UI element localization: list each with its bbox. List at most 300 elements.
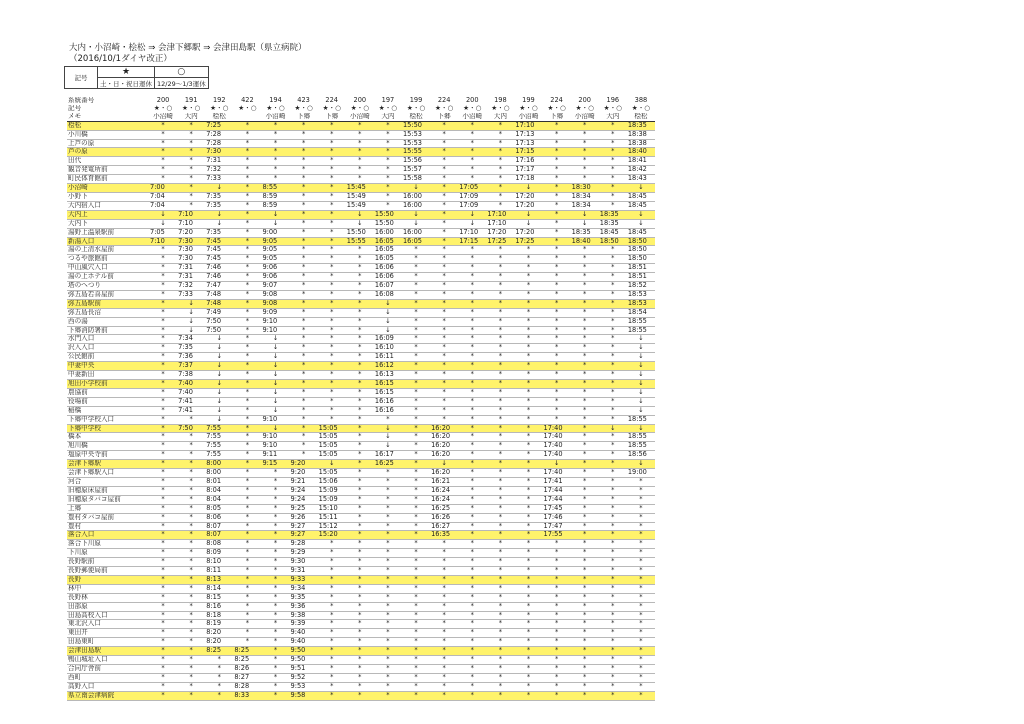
stop-name: 観音発電所前: [67, 166, 149, 175]
departure-time: ↓: [374, 424, 402, 433]
departure-time: *: [346, 299, 374, 308]
departure-time: *: [458, 593, 486, 602]
departure-time: *: [318, 611, 346, 620]
departure-time: *: [402, 620, 430, 629]
route-symbol: ★・○: [378, 104, 398, 112]
departure-time: *: [571, 371, 599, 380]
departure-time: *: [514, 308, 542, 317]
departure-time: 7:50: [177, 424, 205, 433]
departure-time: *: [458, 282, 486, 291]
departure-time: *: [458, 682, 486, 691]
table-row: [67, 611, 655, 620]
departure-time: *: [290, 246, 318, 255]
departure-time: *: [177, 460, 205, 469]
departure-time: *: [318, 656, 346, 665]
departure-time: *: [318, 130, 346, 139]
departure-time: *: [627, 567, 655, 576]
departure-time: 18:35: [599, 210, 627, 219]
departure-time: *: [486, 308, 514, 317]
departure-time: *: [430, 157, 458, 166]
departure-time: 7:10: [149, 237, 177, 246]
route-symbol: ★・○: [210, 104, 229, 112]
departure-time: 18:55: [627, 317, 655, 326]
departure-time: *: [599, 353, 627, 362]
departure-time: *: [233, 362, 261, 371]
departure-time: *: [599, 290, 627, 299]
departure-time: *: [514, 665, 542, 674]
departure-time: *: [346, 166, 374, 175]
departure-time: 17:20: [514, 192, 542, 201]
departure-time: *: [543, 620, 571, 629]
departure-time: *: [149, 371, 177, 380]
departure-time: *: [149, 344, 177, 353]
departure-time: 9:34: [290, 584, 318, 593]
stop-name: 中妻新田: [67, 371, 149, 380]
departure-time: 7:30: [177, 237, 205, 246]
departure-time: 18:35: [627, 121, 655, 130]
departure-time: *: [627, 638, 655, 647]
departure-time: *: [458, 406, 486, 415]
table-row: [67, 629, 655, 638]
table-row: [67, 335, 655, 344]
departure-time: *: [514, 424, 542, 433]
departure-time: *: [233, 184, 261, 193]
departure-time: *: [374, 638, 402, 647]
table-row: [67, 460, 655, 469]
departure-time: *: [374, 415, 402, 424]
departure-time: ↓: [627, 424, 655, 433]
departure-time: *: [430, 210, 458, 219]
departure-time: *: [149, 495, 177, 504]
departure-time: *: [486, 166, 514, 175]
departure-time: *: [458, 273, 486, 282]
departure-time: *: [290, 362, 318, 371]
departure-time: *: [486, 477, 514, 486]
departure-time: 15:12: [318, 522, 346, 531]
route-number: 197: [381, 97, 395, 104]
departure-time: *: [261, 656, 289, 665]
departure-time: *: [177, 647, 205, 656]
departure-time: *: [402, 397, 430, 406]
route-symbol: ★・○: [406, 104, 426, 112]
departure-time: 7:04: [149, 192, 177, 201]
departure-time: *: [318, 219, 346, 228]
stop-name: 湯野上温泉駅前: [67, 228, 149, 237]
route-number: 199: [522, 97, 535, 104]
table-row: [67, 602, 655, 611]
departure-time: *: [543, 629, 571, 638]
departure-time: 15:09: [318, 495, 346, 504]
departure-time: *: [458, 388, 486, 397]
departure-time: ↓: [374, 442, 402, 451]
departure-time: *: [571, 567, 599, 576]
departure-time: *: [571, 406, 599, 415]
departure-time: ↓: [261, 371, 289, 380]
departure-time: *: [430, 380, 458, 389]
departure-time: *: [402, 308, 430, 317]
departure-time: *: [318, 362, 346, 371]
departure-time: *: [205, 691, 233, 700]
departure-time: *: [458, 567, 486, 576]
departure-time: *: [599, 673, 627, 682]
departure-time: ↓: [205, 406, 233, 415]
departure-time: *: [571, 353, 599, 362]
table-row: [67, 656, 655, 665]
departure-time: *: [430, 406, 458, 415]
departure-time: *: [486, 299, 514, 308]
departure-time: 9:29: [290, 549, 318, 558]
departure-time: ↓: [261, 344, 289, 353]
departure-time: *: [290, 157, 318, 166]
stop-name: 大内宿入口: [67, 201, 149, 210]
departure-time: *: [374, 593, 402, 602]
departure-time: ↓: [205, 388, 233, 397]
departure-time: *: [149, 549, 177, 558]
departure-time: *: [627, 593, 655, 602]
departure-time: 18:55: [627, 433, 655, 442]
departure-time: *: [233, 237, 261, 246]
departure-time: *: [177, 166, 205, 175]
departure-time: ↓: [514, 184, 542, 193]
departure-time: *: [402, 460, 430, 469]
departure-time: *: [430, 166, 458, 175]
departure-time: *: [149, 540, 177, 549]
departure-time: *: [514, 602, 542, 611]
departure-time: *: [346, 433, 374, 442]
departure-time: *: [346, 540, 374, 549]
departure-time: *: [233, 344, 261, 353]
departure-time: *: [458, 121, 486, 130]
departure-time: *: [261, 166, 289, 175]
departure-time: *: [514, 326, 542, 335]
departure-time: *: [514, 549, 542, 558]
departure-time: *: [149, 255, 177, 264]
departure-time: *: [571, 175, 599, 184]
departure-time: *: [374, 567, 402, 576]
departure-time: *: [205, 682, 233, 691]
departure-time: ↓: [261, 380, 289, 389]
departure-time: 9:36: [290, 602, 318, 611]
departure-time: ↓: [627, 344, 655, 353]
departure-time: *: [571, 273, 599, 282]
departure-time: ↓: [205, 219, 233, 228]
departure-time: *: [318, 673, 346, 682]
departure-time: 9:40: [290, 629, 318, 638]
departure-time: *: [571, 460, 599, 469]
departure-time: *: [149, 335, 177, 344]
departure-time: *: [543, 335, 571, 344]
row-label: 系統番号: [68, 97, 95, 104]
departure-time: *: [318, 237, 346, 246]
departure-time: 15:53: [402, 139, 430, 148]
departure-time: 18:50: [599, 237, 627, 246]
departure-time: *: [233, 308, 261, 317]
departure-time: *: [233, 228, 261, 237]
departure-time: *: [486, 184, 514, 193]
departure-time: *: [318, 210, 346, 219]
departure-time: *: [402, 549, 430, 558]
departure-time: 17:10: [486, 210, 514, 219]
departure-time: *: [374, 647, 402, 656]
departure-time: 7:28: [205, 130, 233, 139]
departure-time: 9:05: [261, 237, 289, 246]
departure-time: *: [543, 228, 571, 237]
table-row: [67, 246, 655, 255]
departure-time: *: [458, 584, 486, 593]
departure-time: *: [599, 317, 627, 326]
departure-time: *: [346, 424, 374, 433]
departure-time: *: [233, 148, 261, 157]
departure-time: *: [599, 192, 627, 201]
departure-time: *: [458, 665, 486, 674]
departure-time: *: [402, 567, 430, 576]
route-number: 388: [634, 97, 648, 104]
departure-time: *: [430, 184, 458, 193]
departure-time: *: [543, 219, 571, 228]
departure-time: *: [599, 246, 627, 255]
departure-time: *: [402, 647, 430, 656]
departure-time: 7:35: [177, 344, 205, 353]
departure-time: *: [430, 647, 458, 656]
departure-time: 16:00: [402, 192, 430, 201]
departure-time: *: [514, 388, 542, 397]
departure-time: *: [571, 424, 599, 433]
departure-time: 9:06: [261, 273, 289, 282]
route-number: 422: [241, 97, 254, 104]
departure-time: *: [486, 406, 514, 415]
departure-time: *: [514, 567, 542, 576]
stop-name: 西の湯: [67, 317, 149, 326]
departure-time: *: [402, 335, 430, 344]
departure-time: *: [486, 513, 514, 522]
departure-time: 18:53: [627, 290, 655, 299]
departure-time: ↓: [205, 380, 233, 389]
route-symbol: ★・○: [435, 104, 454, 112]
departure-time: 17:40: [543, 469, 571, 478]
departure-time: *: [177, 575, 205, 584]
departure-time: *: [374, 130, 402, 139]
departure-time: *: [571, 495, 599, 504]
departure-time: 9:20: [290, 469, 318, 478]
departure-time: *: [571, 638, 599, 647]
departure-time: *: [318, 380, 346, 389]
departure-time: *: [599, 388, 627, 397]
departure-time: 8:33: [233, 691, 261, 700]
departure-time: *: [346, 371, 374, 380]
departure-time: *: [514, 638, 542, 647]
departure-time: *: [514, 344, 542, 353]
departure-time: 9:15: [261, 460, 289, 469]
departure-time: *: [543, 192, 571, 201]
departure-time: 15:58: [402, 175, 430, 184]
departure-time: *: [402, 522, 430, 531]
stop-name: 鴨山城址入口: [67, 656, 149, 665]
departure-time: 8:59: [261, 192, 289, 201]
departure-time: 15:56: [402, 157, 430, 166]
departure-time: ↓: [177, 308, 205, 317]
table-row: [67, 522, 655, 531]
departure-time: *: [543, 397, 571, 406]
departure-time: *: [571, 255, 599, 264]
departure-time: *: [486, 157, 514, 166]
departure-time: *: [149, 513, 177, 522]
departure-time: 15:05: [318, 424, 346, 433]
departure-time: *: [458, 290, 486, 299]
stop-name: 旧穂原タバコ屋前: [67, 495, 149, 504]
departure-time: *: [402, 264, 430, 273]
departure-time: *: [233, 326, 261, 335]
departure-time: *: [149, 353, 177, 362]
departure-time: *: [571, 602, 599, 611]
departure-time: 17:10: [458, 228, 486, 237]
departure-time: *: [149, 148, 177, 157]
departure-time: 16:20: [430, 451, 458, 460]
departure-time: ↓: [261, 424, 289, 433]
route-memo: 大内: [486, 113, 514, 121]
departure-time: *: [486, 397, 514, 406]
departure-time: *: [374, 121, 402, 130]
departure-time: *: [402, 682, 430, 691]
departure-time: *: [599, 620, 627, 629]
departure-time: *: [346, 469, 374, 478]
departure-time: *: [149, 486, 177, 495]
departure-time: *: [458, 531, 486, 540]
departure-time: *: [290, 299, 318, 308]
departure-time: *: [149, 584, 177, 593]
departure-time: *: [233, 415, 261, 424]
departure-time: *: [486, 282, 514, 291]
departure-time: *: [149, 166, 177, 175]
departure-time: *: [318, 691, 346, 700]
departure-time: *: [346, 513, 374, 522]
departure-time: *: [346, 388, 374, 397]
departure-time: *: [233, 290, 261, 299]
departure-time: 15:09: [318, 486, 346, 495]
stop-name: 旧穂原床屋前: [67, 486, 149, 495]
departure-time: *: [177, 486, 205, 495]
departure-time: *: [318, 282, 346, 291]
departure-time: 17:16: [514, 157, 542, 166]
route-symbol: ★・○: [631, 104, 651, 112]
departure-time: *: [402, 584, 430, 593]
departure-time: *: [430, 282, 458, 291]
table-row: [67, 210, 655, 219]
departure-time: 8:55: [261, 184, 289, 193]
departure-time: *: [430, 201, 458, 210]
departure-time: *: [543, 593, 571, 602]
departure-time: 18:38: [627, 139, 655, 148]
table-row: [67, 469, 655, 478]
departure-time: *: [599, 299, 627, 308]
departure-time: 17:18: [514, 175, 542, 184]
departure-time: *: [402, 415, 430, 424]
table-row: [67, 691, 655, 700]
departure-time: *: [346, 353, 374, 362]
departure-time: 16:24: [430, 495, 458, 504]
departure-time: *: [346, 335, 374, 344]
table-row: [67, 415, 655, 424]
departure-time: 7:40: [177, 388, 205, 397]
departure-time: *: [571, 620, 599, 629]
departure-time: 16:00: [374, 228, 402, 237]
departure-time: *: [514, 433, 542, 442]
departure-time: *: [430, 192, 458, 201]
stop-name: 塔のへつり: [67, 282, 149, 291]
departure-time: 9:11: [261, 451, 289, 460]
departure-time: *: [486, 531, 514, 540]
departure-time: *: [571, 647, 599, 656]
departure-time: *: [177, 531, 205, 540]
stop-name: 田代: [67, 157, 149, 166]
departure-time: *: [233, 130, 261, 139]
departure-time: *: [543, 237, 571, 246]
departure-time: 8:20: [205, 638, 233, 647]
departure-time: *: [318, 175, 346, 184]
table-row: [67, 273, 655, 282]
departure-time: 9:20: [290, 460, 318, 469]
departure-time: 16:11: [374, 353, 402, 362]
departure-time: *: [290, 148, 318, 157]
departure-time: 7:36: [177, 353, 205, 362]
departure-time: *: [374, 522, 402, 531]
departure-time: *: [233, 353, 261, 362]
departure-time: *: [402, 406, 430, 415]
departure-time: *: [599, 531, 627, 540]
departure-time: 9:08: [261, 299, 289, 308]
departure-time: *: [346, 397, 374, 406]
departure-time: 7:45: [205, 246, 233, 255]
departure-time: *: [290, 308, 318, 317]
stop-name: 上郷: [67, 504, 149, 513]
departure-time: 9:24: [290, 495, 318, 504]
departure-time: *: [205, 673, 233, 682]
departure-time: ↓: [261, 406, 289, 415]
departure-time: *: [627, 665, 655, 674]
departure-time: *: [346, 531, 374, 540]
departure-time: *: [318, 549, 346, 558]
table-row: [67, 504, 655, 513]
departure-time: *: [177, 130, 205, 139]
departure-time: *: [402, 299, 430, 308]
departure-time: *: [514, 611, 542, 620]
departure-time: *: [543, 273, 571, 282]
departure-time: *: [599, 567, 627, 576]
departure-time: ↓: [205, 415, 233, 424]
departure-time: *: [486, 335, 514, 344]
departure-time: *: [486, 362, 514, 371]
departure-time: 15:10: [318, 504, 346, 513]
table-row: [67, 228, 655, 237]
departure-time: 17:05: [458, 184, 486, 193]
stop-name: 下郷中学校入口: [67, 415, 149, 424]
departure-time: *: [571, 139, 599, 148]
departure-time: *: [346, 255, 374, 264]
departure-time: 9:35: [290, 593, 318, 602]
departure-time: 18:45: [627, 192, 655, 201]
departure-time: *: [458, 415, 486, 424]
departure-time: *: [627, 611, 655, 620]
table-row: [67, 442, 655, 451]
departure-time: *: [402, 495, 430, 504]
stop-name: 合同庁舎前: [67, 665, 149, 674]
memo-row: [67, 113, 655, 121]
departure-time: *: [318, 575, 346, 584]
departure-time: *: [514, 442, 542, 451]
departure-time: *: [346, 326, 374, 335]
route-symbol: ★・○: [491, 104, 510, 112]
departure-time: 8:07: [205, 531, 233, 540]
departure-time: *: [233, 317, 261, 326]
